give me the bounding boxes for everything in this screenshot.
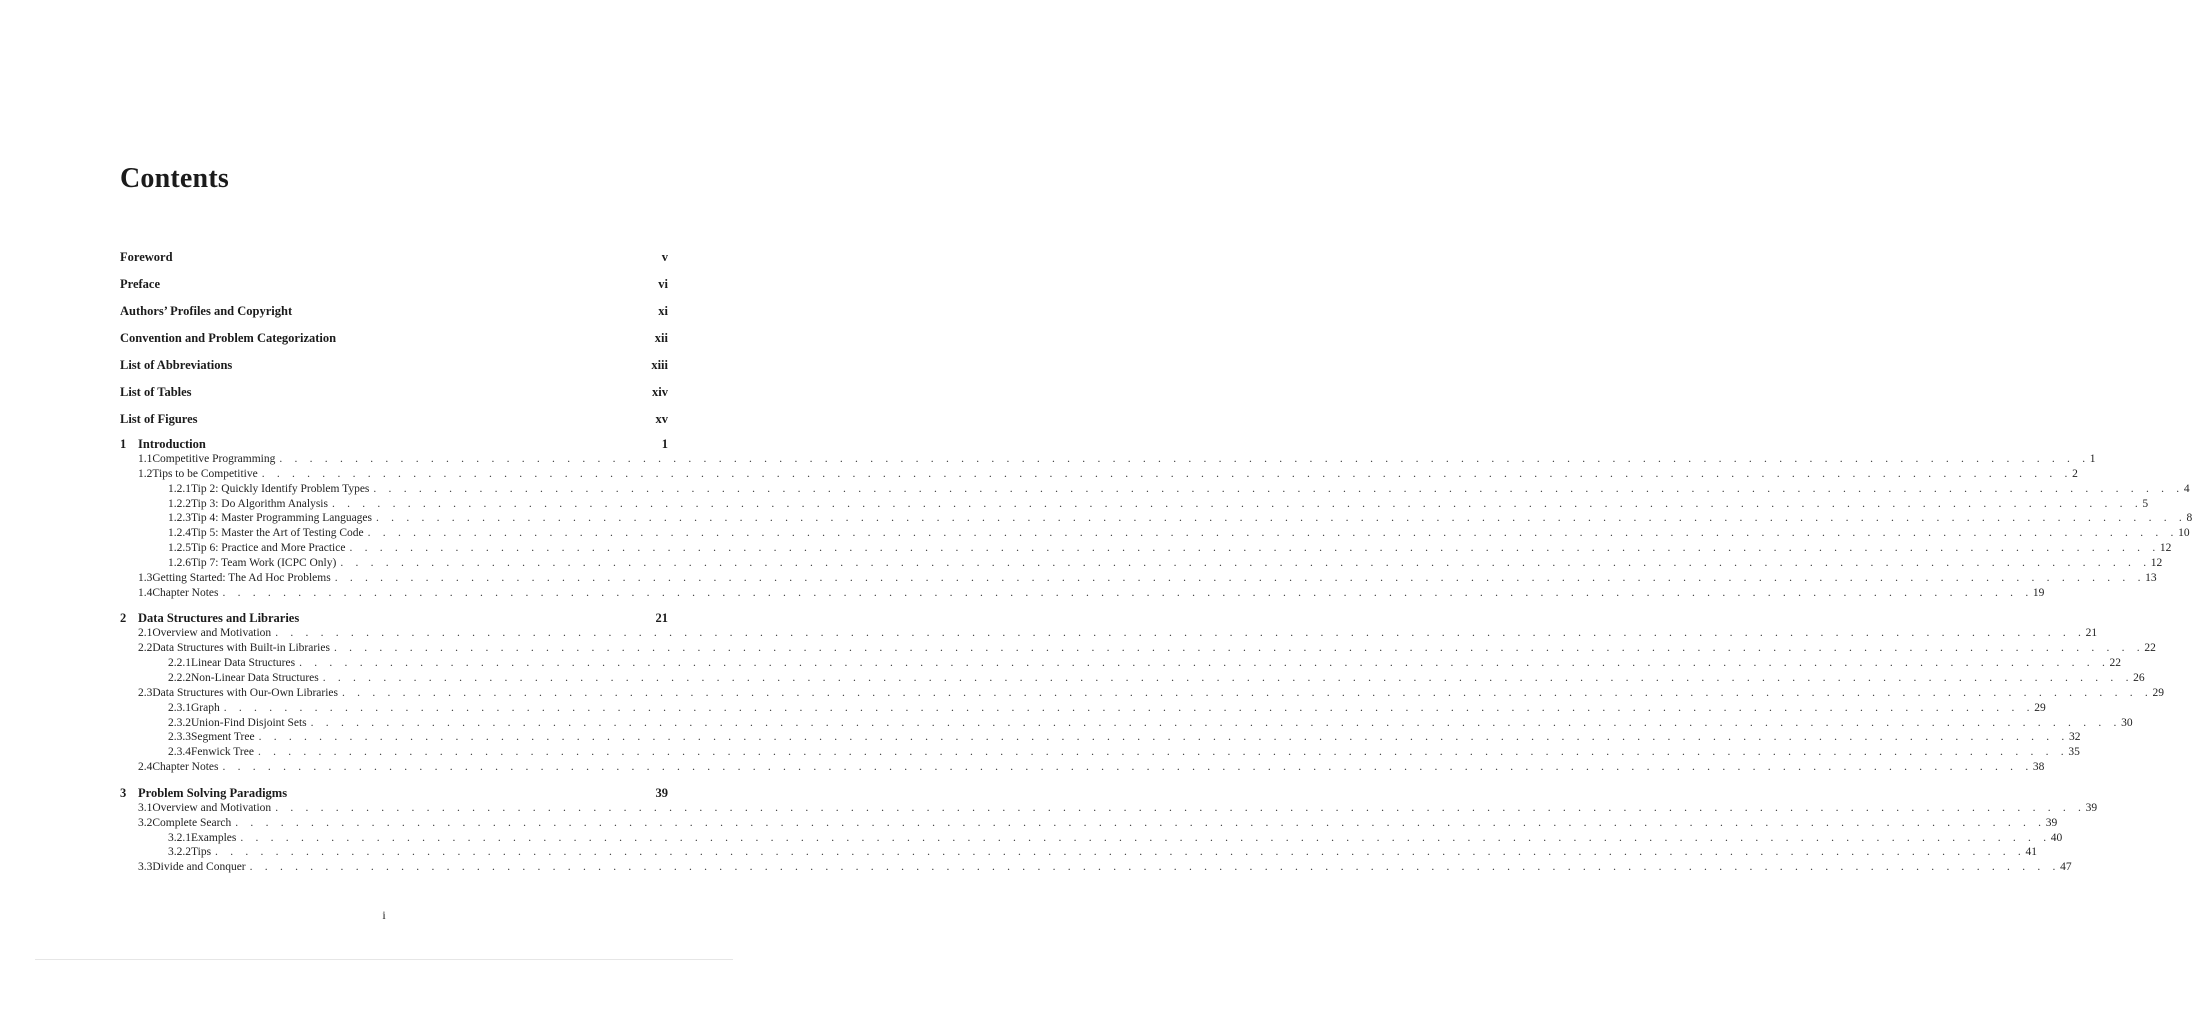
toc-section-entry[interactable] [120, 586, 2045, 601]
toc-chapter-title: Introduction [138, 437, 206, 451]
toc-page-number: 13 [2145, 571, 2157, 584]
toc-section-entry[interactable] [120, 571, 2157, 586]
page-title: Contents [120, 163, 229, 194]
toc-chapter-title: Data Structures and Libraries [138, 611, 300, 626]
toc-subsection-entry[interactable] [120, 556, 2163, 571]
toc-entry-title: List of Abbreviations [120, 358, 233, 372]
toc-section-number: 1.3 [138, 571, 153, 584]
toc-section-entry[interactable] [120, 467, 2078, 482]
toc-page-number: xii [654, 331, 668, 345]
toc-section-title: Union-Find Disjoint Sets [191, 716, 307, 729]
toc-section-title: Data Structures with Our-Own Libraries [152, 686, 339, 699]
toc-section-number: 1.2.5 [168, 542, 191, 555]
toc-page-number: 12 [2150, 556, 2163, 569]
toc-subsection-entry[interactable] [120, 831, 2063, 846]
toc-section-number: 1.2 [138, 467, 153, 480]
toc-page-number: 39 [2045, 816, 2058, 829]
toc-section-title: Overview and Motivation [152, 801, 272, 814]
toc-page-number: 4 [2183, 482, 2190, 495]
toc-section-number: 2.3 [138, 686, 153, 699]
toc-page-number: 22 [2144, 642, 2156, 655]
dot-leader: . . . . . . . . . . . . . . . . . . . . . . . . . . . . . . . . . . . . . . . . . . . . . . . . . . . . . . . . . . . . . . . . . . . . . . . . . . . . . . . . . . . . . . . . . . . . . . . . . . . . . . . . . . . . . . . . . . . . . . . . [249, 861, 2061, 874]
dot-leader: . . . . . . . . . . . . . . . . . . . . . . . . . . . . . . . . . . . . . . . . . . . . . . . . . . . . . . . . . . . . . . . . . . . . . . . . . . . . . . . . . . . . . . . . . . . . . . . . . . . . . . . . . . . . . . . . . . . . . . . . [275, 801, 2086, 814]
toc-subsection-entry[interactable] [120, 701, 2046, 716]
dot-leader: . . . . . . . . . . . . . . . . . . . . . . . . . . . . . . . . . . . . . . . . . . . . . . . . . . . . . . . . . . . . . . . . . . . . . . . . . . . . . . . . . . . . . . . . . . . . . . . . . . . . . . . . . . . . . . . . . . . . . . . . [334, 571, 2146, 584]
toc-section-title: Segment Tree [191, 731, 255, 744]
toc-section-title: Tip 7: Team Work (ICPC Only) [191, 556, 337, 569]
dot-leader: . . . . . . . . . . . . . . . . . . . . . . . . . . . . . . . . . . . . . . . . . . . . . . . . . . . . . . . . . . . . . . . . . . . . . . . . . . . . . . . . . . . . . . . . . . . . . . . . . . . . . . . . . . . . . . . . . . . . . . . . [333, 642, 2145, 655]
toc-section-number: 1.2.1 [168, 482, 191, 495]
toc-subsection-entry[interactable] [120, 656, 2122, 671]
toc-subsection-entry[interactable] [120, 541, 2172, 556]
toc-section-number: 3.2.1 [168, 831, 191, 844]
toc-section-title: Tip 6: Practice and More Practice [191, 542, 346, 555]
dot-leader: . . . . . . . . . . . . . . . . . . . . . . . . . . . . . . . . . . . . . . . . . . . . . . . . . . . . . . . . . . . . . . . . . . . . . . . . . . . . . . . . . . . . . . . . . . . . . . . . . . . . . . . . . . . . . . . . . . . . . . . . [376, 512, 2187, 525]
toc-subsection-entry[interactable] [120, 671, 2145, 686]
toc-section-title: Chapter Notes [152, 586, 219, 599]
toc-page-number: 30 [2121, 716, 2133, 729]
toc-page-number: 10 [2178, 527, 2190, 540]
toc-subsection-entry[interactable] [120, 716, 2133, 731]
dot-leader: . . . . . . . . . . . . . . . . . . . . . . . . . . . . . . . . . . . . . . . . . . . . . . . . . . . . . . . . . . . . . . . . . . . . . . . . . . . . . . . . . . . . . . . . . . . . . . . . . . . . . . . . . . . . . . . . . . . . . . . . [257, 746, 2069, 759]
toc-section-title: Tip 4: Master Programming Languages [191, 512, 373, 525]
toc-page-number: 21 [655, 611, 668, 626]
toc-section-title: Competitive Programming [152, 453, 276, 465]
dot-leader: . . . . . . . . . . . . . . . . . . . . . . . . . . . . . . . . . . . . . . . . . . . . . . . . . . . . . . . . . . . . . . . . . . . . . . . . . . . . . . . . . . . . . . . . . . . . . . . . . . . . . . . . . . . . . . . . . . . . . . . . [322, 671, 2134, 684]
toc-section-number: 1.2.6 [168, 556, 191, 569]
toc-page-number: 29 [2152, 686, 2164, 699]
toc-section-title: Graph [191, 701, 220, 714]
toc-page-number: 5 [2142, 497, 2149, 510]
dot-leader: . . . . . . . . . . . . . . . . . . . . . . . . . . . . . . . . . . . . . . . . . . . . . . . . . . . . . . . . . . . . . . . . . . . . . . . . . . . . . . . . . . . . . . . . . . . . . . . . . . . . . . . . . . . . . . . . . . . . . . . . [222, 586, 2033, 599]
dot-leader: . . . . . . . . . . . . . . . . . . . . . . . . . . . . . . . . . . . . . . . . . . . . . . . . . . . . . . . . . . . . . . . . . . . . . . . . . . . . . . . . . . . . . . . . . . . . . . . . . . . . . . . . . . . . . . . . . . . . . . . . [240, 831, 2051, 844]
toc-section-number: 2.2 [138, 642, 153, 655]
toc-section-title: Getting Started: The Ad Hoc Problems [152, 571, 331, 584]
page-number: i [382, 908, 386, 922]
toc-section-title: Tip 3: Do Algorithm Analysis [191, 497, 328, 510]
toc-page-number: xiii [651, 358, 668, 372]
toc-chapter-number: 3 [120, 785, 127, 800]
toc-section-title: Tip 2: Quickly Identify Problem Types [191, 482, 370, 495]
dot-leader: . . . . . . . . . . . . . . . . . . . . . . . . . . . . . . . . . . . . . . . . . . . . . . . . . . . . . . . . . . . . . . . . . . . . . . . . . . . . . . . . . . . . . . . . . . . . . . . . . . . . . . . . . . . . . . . . . . . . . . . . [367, 527, 2179, 540]
toc-section-entry[interactable] [120, 760, 2045, 775]
toc-section-number: 3.1 [138, 801, 153, 814]
toc-section-number: 1.1 [138, 453, 153, 465]
dot-leader: . . . . . . . . . . . . . . . . . . . . . . . . . . . . . . . . . . . . . . . . . . . . . . . . . . . . . . . . . . . . . . . . . . . . . . . . . . . . . . . . . . . . . . . . . . . . . . . . . . . . . . . . . . . . . . . . . . . . . . . . [223, 701, 2035, 714]
toc-section-title: Examples [191, 831, 237, 844]
toc-page-number: 39 [655, 785, 668, 800]
toc-front-entry[interactable] [120, 329, 668, 347]
toc-section-number: 3.2.2 [168, 846, 191, 859]
toc-page-number: xiv [652, 385, 668, 399]
toc-section-number: 2.3.4 [168, 746, 191, 759]
dot-leader: . . . . . . . . . . . . . . . . . . . . . . . . . . . . . . . . . . . . . . . . . . . . . . . . . . . . . . . . . . . . . . . . . . . . . . . . . . . . . . . . . . . . . . . . . . . . . . . . . . . . . . . . . . . . . . . . . . . . . . . . [279, 453, 2090, 465]
dot-leader: . . . . . . . . . . . . . . . . . . . . . . . . . . . . . . . . . . . . . . . . . . . . . . . . . . . . . . . . . . . . . . . . . . . . . . . . . . . . . . . . . . . . . . . . . . . . . . . . . . . . . . . . . . . . . . . . . . . . . . . . [340, 556, 2151, 569]
toc-page-number: 2 [2072, 467, 2078, 480]
toc-page-number: xv [655, 412, 668, 426]
toc-page-number: 32 [2069, 731, 2081, 744]
toc-page-number: 47 [2060, 861, 2072, 874]
toc-section-number: 1.2.4 [168, 527, 191, 540]
toc-section-title: Tip 5: Master the Art of Testing Code [191, 527, 364, 540]
toc-subsection-entry[interactable] [120, 497, 2149, 512]
dot-leader: . . . . . . . . . . . . . . . . . . . . . . . . . . . . . . . . . . . . . . . . . . . . . . . . . . . . . . . . . . . . . . . . . . . . . . . . . . . . . . . . . . . . . . . . . . . . . . . . . . . . . . . . . . . . . . . . . . . . . . . . [349, 542, 2160, 555]
toc-subsection-entry[interactable] [120, 730, 2081, 745]
toc-section-number: 2.3.1 [168, 701, 191, 714]
toc-page-number: 19 [2032, 586, 2045, 599]
table-of-contents [120, 248, 2192, 875]
toc-page-number: 38 [2032, 761, 2045, 774]
toc-section-title: Non-Linear Data Structures [191, 671, 319, 684]
dot-leader: . . . . . . . . . . . . . . . . . . . . . . . . . . . . . . . . . . . . . . . . . . . . . . . . . . . . . . . . . . . . . . . . . . . . . . . . . . . . . . . . . . . . . . . . . . . . . . . . . . . . . . . . . . . . . . . . . . . . . . . . [222, 761, 2033, 774]
toc-entry-title: List of Figures [120, 412, 198, 426]
toc-chapter-number: 2 [120, 611, 127, 626]
toc-subsection-entry[interactable] [120, 511, 2192, 526]
toc-chapter-entry[interactable] [120, 611, 668, 626]
toc-subsection-entry[interactable] [120, 745, 2080, 760]
toc-section-entry[interactable] [120, 641, 2156, 656]
toc-front-entry[interactable] [120, 410, 668, 428]
toc-chapter-entry[interactable] [120, 437, 668, 452]
toc-section-number: 2.3.3 [168, 731, 191, 744]
toc-page-number: 41 [2025, 846, 2037, 859]
toc-section-title: Tips [191, 846, 212, 859]
toc-front-entry[interactable] [120, 356, 668, 374]
toc-section-title: Fenwick Tree [191, 746, 254, 759]
toc-page-number: 22 [2109, 657, 2122, 670]
toc-entry-title: List of Tables [120, 385, 192, 399]
toc-section-number: 3.3 [138, 861, 153, 874]
dot-leader: . . . . . . . . . . . . . . . . . . . . . . . . . . . . . . . . . . . . . . . . . . . . . . . . . . . . . . . . . . . . . . . . . . . . . . . . . . . . . . . . . . . . . . . . . . . . . . . . . . . . . . . . . . . . . . . . . . . . . . . . [342, 686, 2153, 699]
toc-front-entry[interactable] [120, 302, 668, 320]
toc-section-entry[interactable] [120, 801, 2098, 816]
toc-page-number: 26 [2133, 671, 2145, 684]
toc-page-number: 39 [2085, 801, 2098, 814]
toc-page-number: 8 [2186, 512, 2192, 525]
toc-section-number: 1.2.3 [168, 512, 191, 525]
toc-subsection-entry[interactable] [120, 845, 2037, 860]
toc-section-number: 2.2.2 [168, 671, 191, 684]
dot-leader: . . . . . . . . . . . . . . . . . . . . . . . . . . . . . . . . . . . . . . . . . . . . . . . . . . . . . . . . . . . . . . . . . . . . . . . . . . . . . . . . . . . . . . . . . . . . . . . . . . . . . . . . . . . . . . . . . . . . . . . . [261, 467, 2073, 480]
toc-section-entry[interactable] [120, 860, 2072, 875]
toc-section-number: 2.2.1 [168, 657, 191, 670]
toc-section-number: 2.3.2 [168, 716, 191, 729]
toc-section-title: Divide and Conquer [152, 861, 246, 874]
toc-page-number: xi [658, 304, 668, 318]
dot-leader: . . . . . . . . . . . . . . . . . . . . . . . . . . . . . . . . . . . . . . . . . . . . . . . . . . . . . . . . . . . . . . . . . . . . . . . . . . . . . . . . . . . . . . . . . . . . . . . . . . . . . . . . . . . . . . . . . . . . . . . . [373, 482, 2184, 495]
toc-section-number: 3.2 [138, 816, 153, 829]
toc-page-number: 12 [2159, 542, 2172, 555]
toc-page-number: 1 [661, 437, 668, 451]
toc-section-number: 1.2.2 [168, 497, 191, 510]
toc-chapter-title: Problem Solving Paradigms [138, 785, 288, 800]
dot-leader: . . . . . . . . . . . . . . . . . . . . . . . . . . . . . . . . . . . . . . . . . . . . . . . . . . . . . . . . . . . . . . . . . . . . . . . . . . . . . . . . . . . . . . . . . . . . . . . . . . . . . . . . . . . . . . . . . . . . . . . . [310, 716, 2122, 729]
toc-subsection-entry[interactable] [120, 482, 2190, 497]
toc-entry-title: Authors’ Profiles and Copyright [120, 304, 293, 318]
toc-front-entry[interactable] [120, 248, 668, 266]
toc-section-title: Complete Search [152, 816, 232, 829]
toc-entry-title: Foreword [120, 250, 173, 264]
toc-entry-title: Convention and Problem Categorization [120, 331, 337, 345]
dot-leader: . . . . . . . . . . . . . . . . . . . . . . . . . . . . . . . . . . . . . . . . . . . . . . . . . . . . . . . . . . . . . . . . . . . . . . . . . . . . . . . . . . . . . . . . . . . . . . . . . . . . . . . . . . . . . . . . . . . . . . . . [299, 657, 2110, 670]
toc-page-number: vi [658, 277, 668, 291]
toc-page-number: 29 [2034, 701, 2046, 714]
toc-entry-title: Preface [120, 277, 161, 291]
toc-page-number: 1 [2089, 453, 2096, 465]
toc-page-number: 35 [2068, 746, 2080, 759]
dot-leader: . . . . . . . . . . . . . . . . . . . . . . . . . . . . . . . . . . . . . . . . . . . . . . . . . . . . . . . . . . . . . . . . . . . . . . . . . . . . . . . . . . . . . . . . . . . . . . . . . . . . . . . . . . . . . . . . . . . . . . . . [235, 816, 2046, 829]
toc-section-entry[interactable] [120, 816, 2058, 831]
toc-section-entry[interactable] [120, 452, 2096, 467]
toc-chapter-number: 1 [120, 437, 127, 451]
toc-page-number: 40 [2050, 831, 2063, 844]
toc-section-number: 2.1 [138, 627, 153, 640]
toc-chapter-entry[interactable] [120, 786, 668, 801]
toc-section-title: Chapter Notes [152, 761, 219, 774]
toc-section-title: Data Structures with Built-in Libraries [152, 642, 330, 655]
dot-leader: . . . . . . . . . . . . . . . . . . . . . . . . . . . . . . . . . . . . . . . . . . . . . . . . . . . . . . . . . . . . . . . . . . . . . . . . . . . . . . . . . . . . . . . . . . . . . . . . . . . . . . . . . . . . . . . . . . . . . . . . [331, 497, 2143, 510]
divider [35, 959, 733, 960]
toc-front-entry[interactable] [120, 275, 668, 293]
toc-page-number: 21 [2085, 627, 2098, 640]
toc-front-entry[interactable] [120, 383, 668, 401]
toc-section-entry[interactable] [120, 686, 2164, 701]
toc-subsection-entry[interactable] [120, 526, 2190, 541]
dot-leader: . . . . . . . . . . . . . . . . . . . . . . . . . . . . . . . . . . . . . . . . . . . . . . . . . . . . . . . . . . . . . . . . . . . . . . . . . . . . . . . . . . . . . . . . . . . . . . . . . . . . . . . . . . . . . . . . . . . . . . . . [275, 627, 2086, 640]
toc-section-number: 2.4 [138, 761, 153, 774]
toc-page-number: v [661, 250, 668, 264]
dot-leader: . . . . . . . . . . . . . . . . . . . . . . . . . . . . . . . . . . . . . . . . . . . . . . . . . . . . . . . . . . . . . . . . . . . . . . . . . . . . . . . . . . . . . . . . . . . . . . . . . . . . . . . . . . . . . . . . . . . . . . . . [215, 846, 2026, 859]
dot-leader: . . . . . . . . . . . . . . . . . . . . . . . . . . . . . . . . . . . . . . . . . . . . . . . . . . . . . . . . . . . . . . . . . . . . . . . . . . . . . . . . . . . . . . . . . . . . . . . . . . . . . . . . . . . . . . . . . . . . . . . . [258, 731, 2070, 744]
toc-section-title: Overview and Motivation [152, 627, 272, 640]
toc-section-title: Linear Data Structures [191, 657, 296, 670]
toc-section-number: 1.4 [138, 586, 153, 599]
toc-section-entry[interactable] [120, 626, 2098, 641]
toc-section-title: Tips to be Competitive [152, 467, 258, 480]
